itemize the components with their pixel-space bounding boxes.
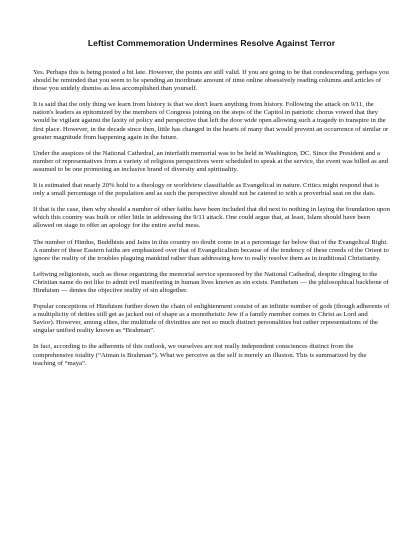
paragraph-5: If that is the case, then why should a number of other faiths have been included that did next to nothing in laying the foundation upon which this country was built or offer little in addressing the 9/11 attack. One could argue that, at least, Islam should have been allowed on stage to offer an apology for the entire awful mess. [33,206,390,230]
paragraph-9: In fact, according to the adherents of this outlook, we ourselves are not really independent consciences distinct from the comprehensive totality (“Atman is Brahman”). What we perceive as the self is merely an illusion. This is summarized by the teaching of “maya”. [33,343,367,367]
paragraph-8: Popular conceptions of Hinduism further down the chain of enlightenment consist of an infinite number of gods (though adherents of a multiplicity of deities still get as jacked out of shape as a monotheistic Jew if a family member comes to Christ as Lord and Savior). However, among elites, the multitude of divinities are not so much distinct personalities but rather representations of the singular unified reality known as “Brahman”. [33,303,390,335]
document-title: Leftist Commemoration Undermines Resolve Against Terror [87,38,336,48]
paragraph-6: The number of Hindus, Buddhists and Jains in this country no doubt come in at a percentage far below that of the Evangelical Right. A number of these Eastern faiths are emphasized over that of Evangelicalism because of the tendency of these creeds of the Orient to ignore the reality of the troubles plaguing mankind rather than addressing how to really resolve them as in traditional Christianity. [33,238,389,262]
paragraph-2: It is said that the only thing we learn from history is that we don't learn anything from history. Following the attack on 9/11, the nation's leaders as epitomized by the members of Congress joining on the steps of the Capitol in patriotic chorus vowed that they would be vigilant against the laxity of policy and perspective that left the door wide open allowing such a tragedy to transpire in the first place. However, in the decade since then, little has changed in the hearts of many that would prevent an occurrence of similar or greater magnitude from happening again in the future. [33,101,389,141]
paragraph-4: It is estimated that nearly 20% hold to a theology or worldview classifiable as Evangelical in nature. Critics might respond that is only a small percentage of the population and as such the perspective should not be catered to with a proverbial seat on the dais. [33,182,379,198]
paragraph-1: Yes. Perhaps this is being posted a bit late. However, the points are still valid. If you are going to be that condescending, perhaps you should be reminded that you seem to be spending an inordinate amount of time online obsessively reading columns and articles of those you snidely dismiss as less accomplished than yourself. [33,69,389,93]
paragraph-7: Leftwing religionists, such as those organizing the memorial service sponsored by the National Cathedral, despite clinging to the Christian name do not like to admit evil manifesting in human lives known as sin exists. Pantheism — the philosophical backbone of Hinduism — denies the objective reality of sin altogether. [33,270,389,294]
paragraph-3: Under the auspices of the National Cathedral, an interfaith memorial was to be held in Washington, DC. Since the President and a number of representatives from a variety of religious perspectives were scheduled to speak at the service, the event was billed as and assumed to be one promoting an inclusive brand of diversity and spirituality. [33,149,389,173]
